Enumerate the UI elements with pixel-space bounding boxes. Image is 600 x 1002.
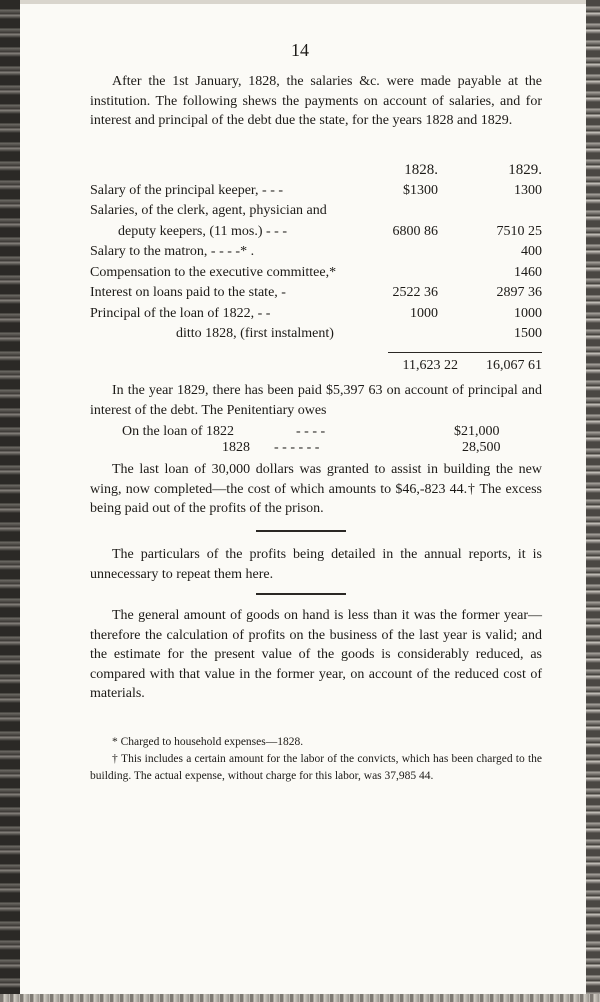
value-1829: 7510 25 [496, 223, 542, 239]
value-1828: $1300 [403, 182, 438, 198]
section-divider [256, 593, 346, 595]
loan-amount: 28,500 [462, 440, 501, 455]
row-label: Salary to the matron, - - - -* . [90, 244, 255, 259]
col-header-1829: 1829. [508, 162, 542, 178]
value-1828: 1000 [410, 305, 438, 321]
value-1829: 1460 [514, 264, 542, 280]
table-row [90, 285, 542, 306]
value-1829: 1000 [514, 305, 542, 321]
table-row [90, 224, 542, 245]
table-row [90, 265, 542, 286]
total-1829: 16,067 61 [486, 358, 542, 373]
value-1828: 6800 86 [392, 223, 438, 239]
page-top-edge [0, 0, 600, 4]
col-header-1828: 1828. [404, 162, 438, 178]
footnote-household: * Charged to household expenses—1828. [112, 736, 304, 748]
value-1828: 2522 36 [392, 285, 438, 300]
profits-paragraph: The particulars of the profits being detailed in the annual reports, it is unnecessary to repeat them here. [90, 547, 542, 582]
table-row [90, 244, 542, 265]
intro-paragraph: After the 1st January, 1828, the salaries &c. were made payable at the institution. The following shews the payments on account of salaries, and for interest and principal of the debt due the state, for the years 1828 and 1829. [90, 74, 542, 128]
row-label: Principal of the loan of 1822, - - [90, 305, 271, 321]
row-label: ditto 1828, (first instalment) [176, 326, 334, 341]
loan-amount: $21,000 [454, 424, 500, 439]
table-row [90, 203, 542, 224]
row-label: Interest on loans paid to the state, - [90, 285, 286, 300]
binding-edge [0, 0, 20, 1002]
page-right-edge [586, 0, 600, 1002]
page-bottom-edge [0, 994, 600, 1002]
goods-paragraph: The general amount of goods on hand is less than it was the former year—therefore the calculation of profits on the business of the last year is valid; and the estimate for the present value of the goods is considerably reduced, as compared with that value in the former year, on account of the reduced cost of materials. [90, 608, 542, 701]
list-item [90, 424, 542, 440]
leader-dashes: - - - - - - [274, 440, 320, 455]
loan-label: 1828 [222, 440, 250, 455]
total-1828: 11,623 22 [402, 358, 458, 373]
page-number: 14 [291, 40, 309, 60]
loan-label: On the loan of 1822 [122, 424, 234, 439]
leader-dashes: - - - - [296, 424, 326, 439]
row-label: Salary of the principal keeper, - - - [90, 182, 284, 198]
row-label: Salaries, of the clerk, agent, physician and [90, 203, 327, 218]
row-label: deputy keepers, (11 mos.) - - - [118, 223, 287, 239]
last-loan-paragraph: The last loan of 30,000 dollars was granted to assist in building the new wing, now completed—the cost of which amounts to $46,-823 44.† The excess being paid out of the profits of the prison. [90, 462, 542, 516]
payments-table [90, 162, 542, 347]
footnote-labor: † This includes a certain amount for the labor of the convicts, which has been charged to the building. The actual expense, without charge for this labor, was 37,985 44. [90, 753, 542, 782]
table-header [90, 162, 542, 183]
debt-owed-list [90, 424, 542, 456]
row-label: Compensation to the executive committee,* [90, 264, 337, 280]
list-item [90, 440, 542, 456]
totals-row [90, 358, 542, 379]
paid-paragraph: In the year 1829, there has been paid $5,397 63 on account of principal and interest of the debt. The Penitentiary owes [90, 383, 542, 418]
table-row [90, 326, 542, 347]
value-1829: 1500 [514, 326, 542, 341]
table-row [90, 306, 542, 327]
value-1829: 1300 [514, 182, 542, 198]
value-1829: 400 [521, 244, 542, 259]
table-row [90, 183, 542, 204]
section-divider [256, 530, 346, 532]
totals-rule [388, 352, 542, 353]
value-1829: 2897 36 [496, 285, 542, 300]
table-row [90, 358, 542, 379]
